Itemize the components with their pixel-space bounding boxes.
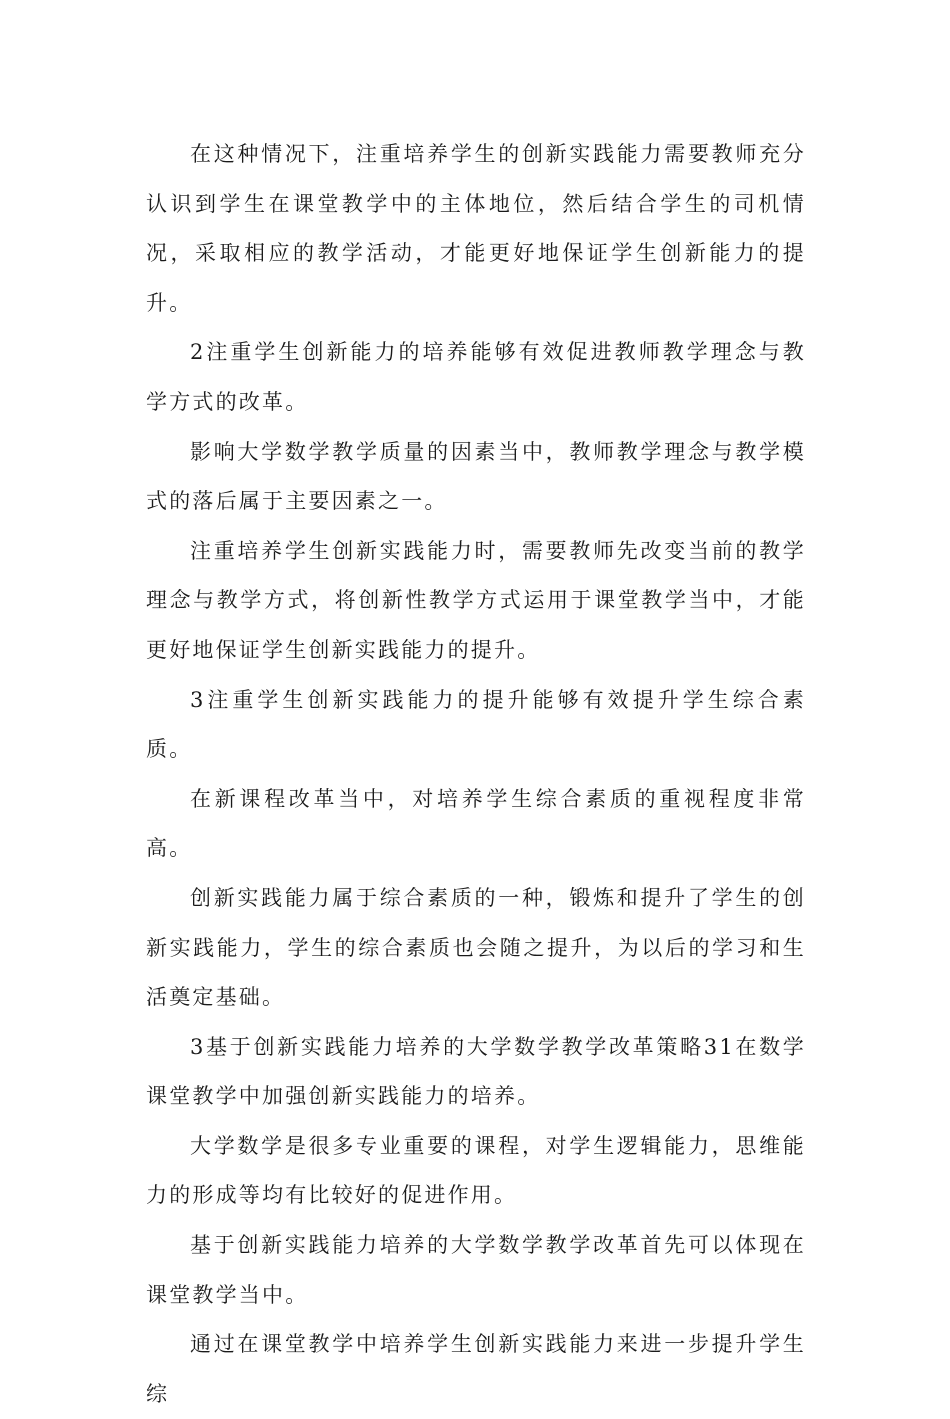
paragraph-10: 基于创新实践能力培养的大学数学教学改革首先可以体现在课堂教学当中。 — [146, 1233, 806, 1307]
paragraph-1: 在这种情况下，注重培养学生的创新实践能力需要教师充分认识到学生在课堂教学中的主体地位，然后结合学生的司机情况，采取相应的教学活动，才能更好地保证学生创新能力的提升。 — [146, 142, 806, 315]
paragraph-9: 大学数学是很多专业重要的课程，对学生逻辑能力，思维能力的形成等均有比较好的促进作用。 — [146, 1133, 806, 1208]
document-body — [146, 130, 806, 1419]
paragraph-7: 创新实践能力属于综合素质的一种，锻炼和提升了学生的创新实践能力，学生的综合素质也会随之提升，为以后的学习和生活奠定基础。 — [146, 885, 806, 1010]
paragraph-3: 影响大学数学教学质量的因素当中，教师教学理念与教学模式的落后属于主要因素之一。 — [146, 439, 806, 514]
paragraph-5: 3注重学生创新实践能力的提升能够有效提升学生综合素质。 — [146, 687, 806, 762]
paragraph-2: 2注重学生创新能力的培养能够有效促进教师教学理念与教学方式的改革。 — [146, 340, 806, 414]
paragraph-8: 3基于创新实践能力培养的大学数学教学改革策略31在数学课堂教学中加强创新实践能力的培养。 — [146, 1034, 806, 1109]
paragraph-6: 在新课程改革当中，对培养学生综合素质的重视程度非常高。 — [146, 786, 806, 861]
paragraph-4: 注重培养学生创新实践能力时，需要教师先改变当前的教学理念与教学方式，将创新性教学方式运用于课堂教学当中，才能更好地保证学生创新实践能力的提升。 — [146, 538, 806, 662]
paragraph-11: 通过在课堂教学中培养学生创新实践能力来进一步提升学生综 — [146, 1332, 806, 1406]
